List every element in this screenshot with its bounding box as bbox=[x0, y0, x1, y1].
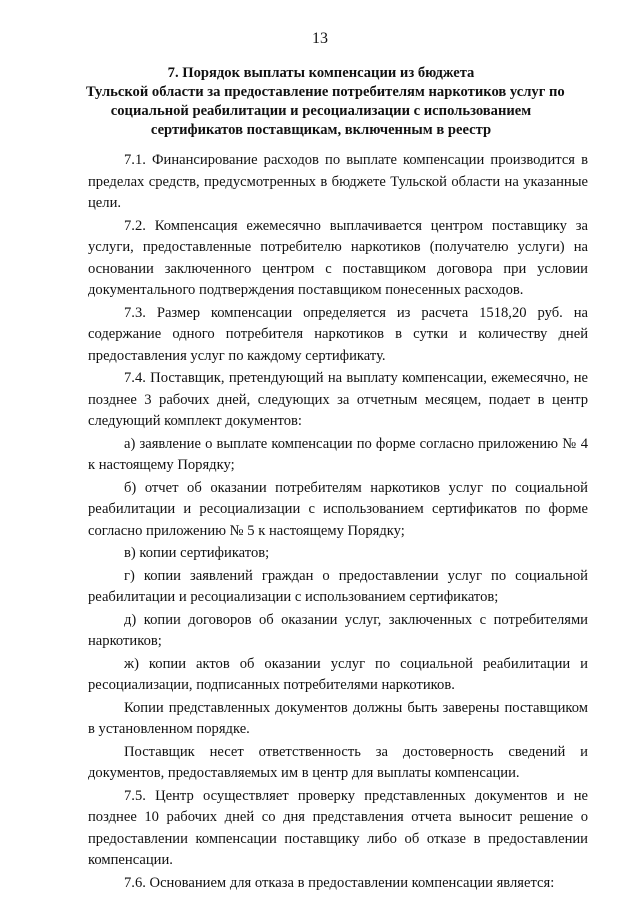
paragraph-7-2: 7.2. Компенсация ежемесячно выплачивается центром поставщику за услуги, предоставленные потребителю наркотиков (получателю услуги) на основании заключенного центром с поставщиком договора при условии документального подтверждения поставщиком понесенных расходов. bbox=[88, 217, 588, 298]
list-item-zh: ж) копии актов об оказании услуг по социальной реабилитации и ресоциализации, подписанных потребителями наркотиков. bbox=[88, 655, 588, 693]
list-item-b: б) отчет об оказании потребителям наркотиков услуг по социальной реабилитации и ресоциализации с использованием сертификатов по форме согласно приложению № 5 к настоящему Порядку; bbox=[88, 479, 588, 539]
paragraph-copies: Копии представленных документов должны быть заверены поставщиком в установленном порядке. bbox=[88, 699, 588, 737]
list-item-d: д) копии договоров об оказании услуг, заключенных с потребителями наркотиков; bbox=[88, 611, 588, 649]
paragraph-7-3: 7.3. Размер компенсации определяется из расчета 1518,20 руб. на содержание одного потребителя наркотиков в сутки и количеству дней предоставления услуг по каждому сертификату. bbox=[88, 304, 588, 364]
section-heading bbox=[86, 64, 565, 140]
list-item-g: г) копии заявлений граждан о предоставлении услуг по социальной реабилитации и ресоциализации с использованием сертификатов; bbox=[88, 567, 588, 605]
list-item-a: а) заявление о выплате компенсации по форме согласно приложению № 4 к настоящему Порядку; bbox=[88, 435, 588, 473]
paragraph-7-4: 7.4. Поставщик, претендующий на выплату компенсации, ежемесячно, не позднее 3 рабочих дней, следующих за отчетным месяцем, подает в центр следующий комплект документов: bbox=[88, 370, 588, 429]
heading-line: 7. Порядок выплаты компенсации из бюджета bbox=[167, 65, 475, 81]
paragraph-responsibility: Поставщик несет ответственность за достоверность сведений и документов, предоставляемых им в центр для выплаты компенсации. bbox=[88, 743, 588, 781]
paragraph-7-1: 7.1. Финансирование расходов по выплате компенсации производится в пределах средств, предусмотренных в бюджете Тульской области на указанные цели. bbox=[88, 152, 588, 211]
heading-line: социальной реабилитации и ресоциализации с использованием bbox=[110, 103, 532, 119]
document-body bbox=[88, 150, 588, 894]
heading-line: Тульской области за предоставление потребителям наркотиков услуг по bbox=[86, 84, 565, 100]
page-number: 13 bbox=[312, 30, 328, 47]
paragraph-7-6: 7.6. Основанием для отказа в предоставлении компенсации является: bbox=[124, 874, 555, 891]
heading-line: сертификатов поставщикам, включенным в реестр bbox=[150, 122, 492, 138]
list-item-v: в) копии сертификатов; bbox=[124, 545, 270, 561]
paragraph-7-5: 7.5. Центр осуществляет проверку представленных документов и не позднее 10 рабочих дней со дня представления отчета выносит решение о предоставлении компенсации поставщику либо об отказе в предоставлении компенсации. bbox=[88, 787, 588, 868]
